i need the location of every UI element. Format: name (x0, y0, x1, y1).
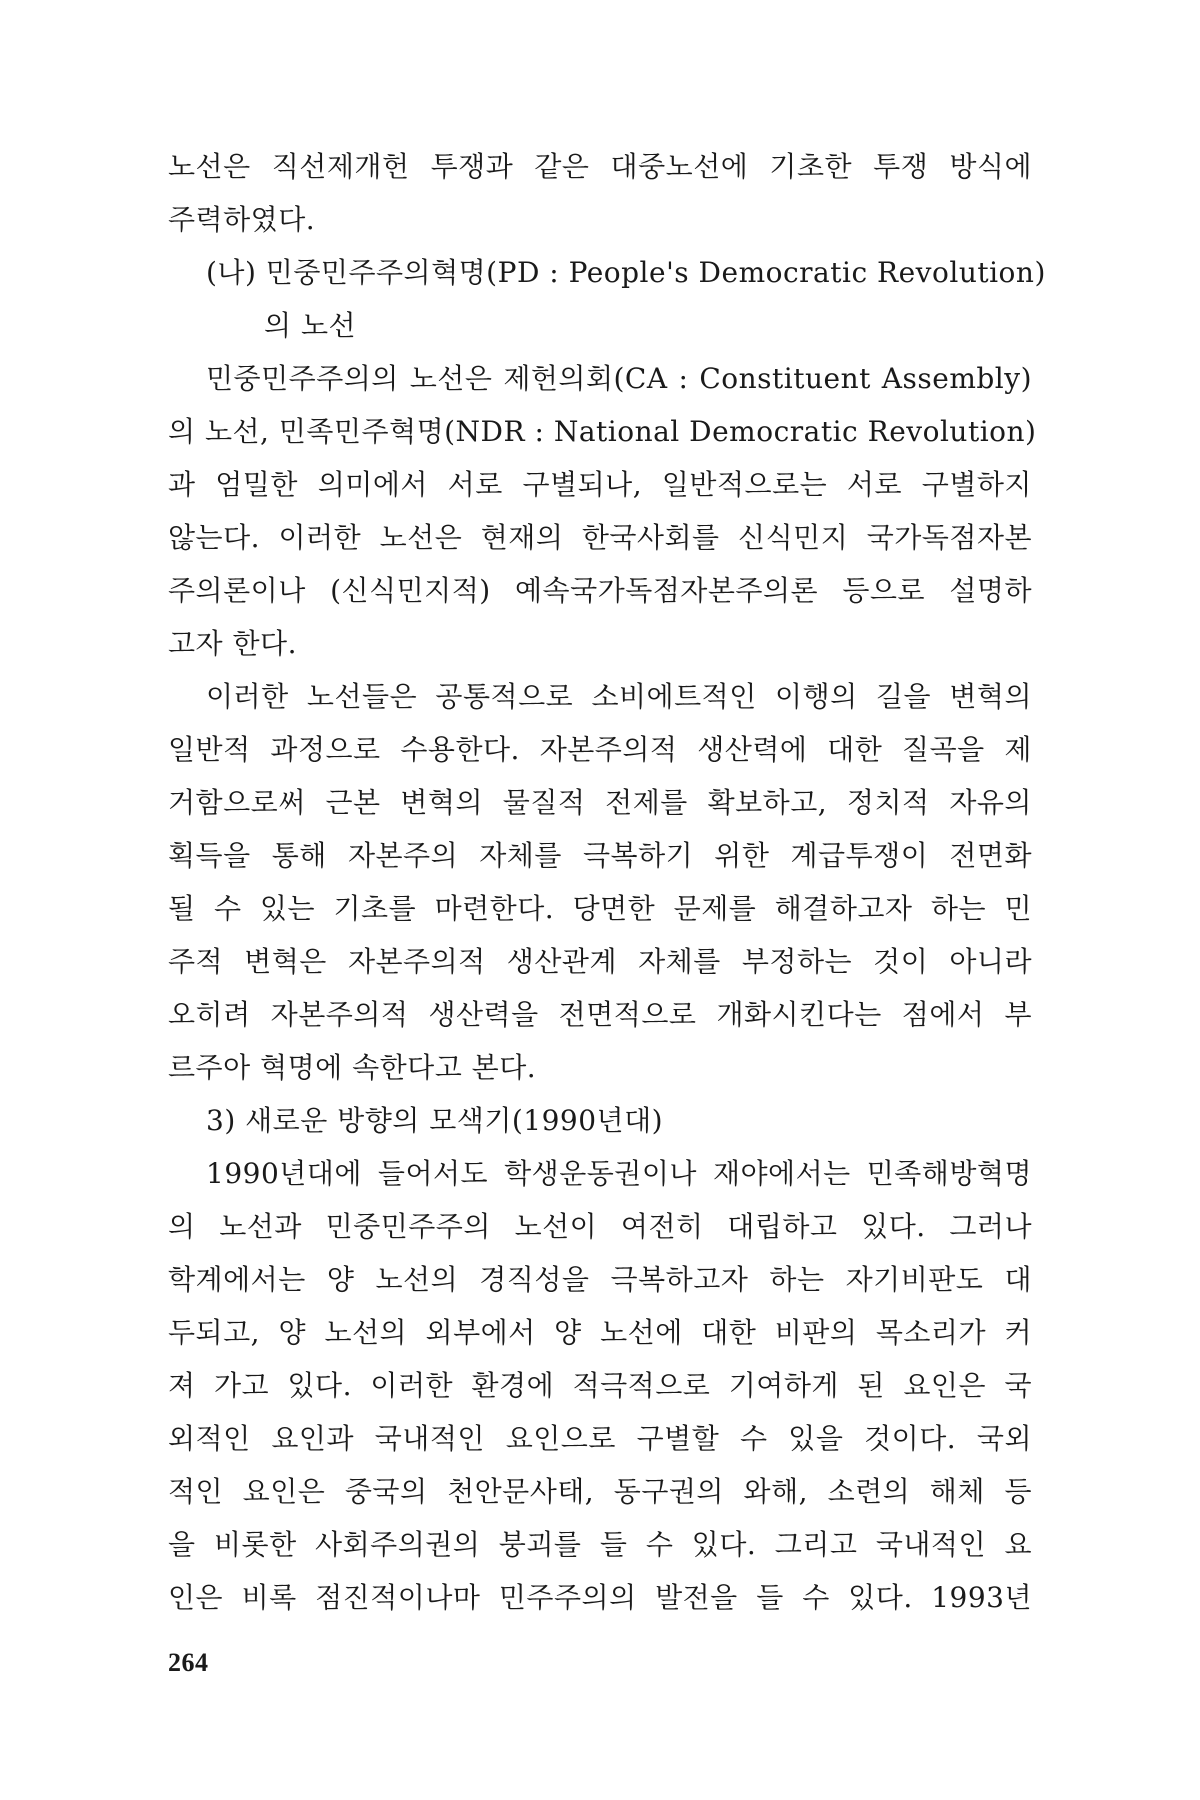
text-line: 르주아 혁명에 속한다고 본다. (168, 1051, 537, 1084)
page-number: 264 (168, 1648, 209, 1677)
text-line: 의 노선 (264, 309, 357, 342)
text-line: 일반적 과정으로 수용한다. 자본주의적 생산력에 대한 질곡을 제 (168, 733, 1032, 766)
text-line: 외적인 요인과 국내적인 요인으로 구별할 수 있을 것이다. 국외 (168, 1422, 1032, 1455)
text-line: 을 비롯한 사회주의권의 붕괴를 들 수 있다. 그리고 국내적인 요 (168, 1528, 1032, 1561)
text-line: 않는다. 이러한 노선은 현재의 한국사회를 신식민지 국가독점자본 (168, 521, 1032, 554)
text-line: 1990년대에 들어서도 학생운동권이나 재야에서는 민족해방혁명 (206, 1157, 1032, 1190)
text-line: 오히려 자본주의적 생산력을 전면적으로 개화시킨다는 점에서 부 (168, 998, 1032, 1031)
text-line: 고자 한다. (168, 627, 297, 660)
text-line: 거함으로써 근본 변혁의 물질적 전제를 확보하고, 정치적 자유의 (168, 786, 1032, 819)
text-line: 인은 비록 점진적이나마 민주주의의 발전을 들 수 있다. 1993년 (168, 1581, 1032, 1614)
text-line: 민중민주주의의 노선은 제헌의회(CA : Constituent Assembly) (206, 362, 1032, 395)
text-line: 주의론이나 (신식민지적) 예속국가독점자본주의론 등으로 설명하 (168, 574, 1032, 607)
text-line: 학계에서는 양 노선의 경직성을 극복하고자 하는 자기비판도 대 (168, 1263, 1032, 1296)
text-line: 의 노선과 민중민주주의 노선이 여전히 대립하고 있다. 그러나 (168, 1210, 1032, 1243)
text-line: 주력하였다. (168, 203, 316, 236)
text-line: 될 수 있는 기초를 마련한다. 당면한 문제를 해결하고자 하는 민 (168, 892, 1032, 925)
text-line: 주적 변혁은 자본주의적 생산관계 자체를 부정하는 것이 아니라 (168, 945, 1032, 978)
text-line: 획득을 통해 자본주의 자체를 극복하기 위한 계급투쟁이 전면화 (168, 839, 1032, 872)
text-line: 과 엄밀한 의미에서 서로 구별되나, 일반적으로는 서로 구별하지 (168, 468, 1032, 501)
text-line: 져 가고 있다. 이러한 환경에 적극적으로 기여하게 된 요인은 국 (168, 1369, 1032, 1402)
text-line: 노선은 직선제개헌 투쟁과 같은 대중노선에 기초한 투쟁 방식에 (168, 150, 1032, 183)
text-line: 의 노선, 민족민주혁명(NDR : National Democratic Revolution) (168, 415, 1037, 448)
text-line: 적인 요인은 중국의 천안문사태, 동구권의 와해, 소련의 해체 등 (168, 1475, 1032, 1508)
text-line: (나) 민중민주주의혁명(PD : People's Democratic Revolution) (206, 256, 1046, 289)
document-body (168, 140, 1046, 1700)
text-line: 두되고, 양 노선의 외부에서 양 노선에 대한 비판의 목소리가 커 (168, 1316, 1032, 1349)
text-line: 3) 새로운 방향의 모색기(1990년대) (206, 1104, 664, 1137)
text-line: 이러한 노선들은 공통적으로 소비에트적인 이행의 길을 변혁의 (206, 680, 1032, 713)
